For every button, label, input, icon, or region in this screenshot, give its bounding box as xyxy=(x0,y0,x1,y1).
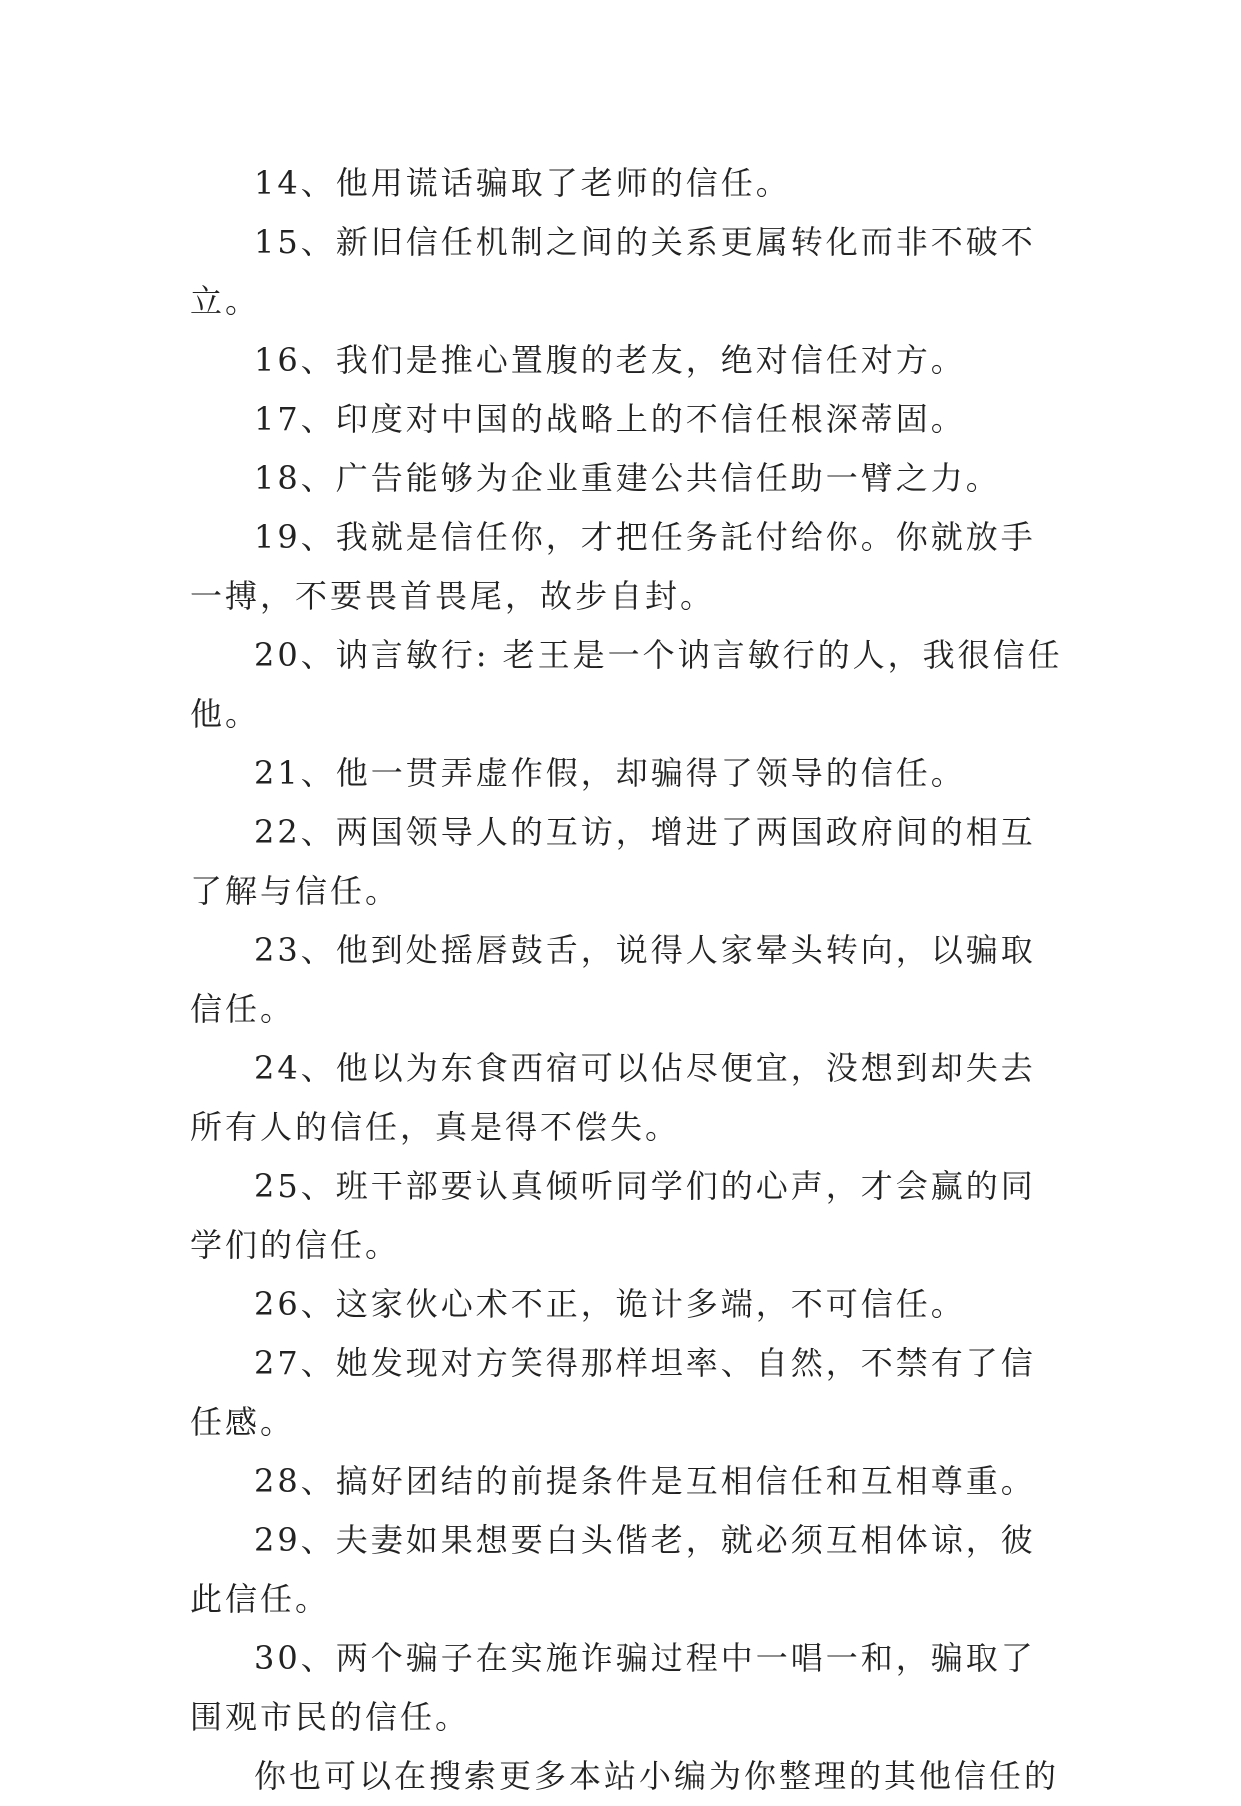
paragraph: 28、搞好团结的前提条件是互相信任和互相尊重。 xyxy=(254,1462,1036,1500)
paragraph: 18、广告能够为企业重建公共信任助一臂之力。 xyxy=(254,459,1001,497)
document-body xyxy=(190,154,1070,1806)
paragraph: 21、他一贯弄虚作假，却骗得了领导的信任。 xyxy=(254,754,966,792)
paragraph: 23、他到处摇唇鼓舌，说得人家晕头转向，以骗取信任。 xyxy=(190,931,1036,1028)
paragraph: 25、班干部要认真倾听同学们的心声，才会赢的同学们的信任。 xyxy=(190,1167,1036,1264)
paragraph: 26、这家伙心术不正，诡计多端，不可信任。 xyxy=(254,1285,966,1323)
paragraph: 24、他以为东食西宿可以佔尽便宜，没想到却失去所有人的信任，真是得不偿失。 xyxy=(190,1049,1036,1146)
paragraph: 19、我就是信任你，才把任务託付给你。你就放手一搏，不要畏首畏尾，故步自封。 xyxy=(190,518,1036,615)
paragraph: 29、夫妻如果想要白头偕老，就必须互相体谅，彼此信任。 xyxy=(190,1521,1036,1618)
paragraph: 16、我们是推心置腹的老友，绝对信任对方。 xyxy=(254,341,966,379)
paragraph: 你也可以在搜索更多本站小编为你整理的其他信任的 xyxy=(254,1757,1060,1795)
paragraph: 22、两国领导人的互访，增进了两国政府间的相互了解与信任。 xyxy=(190,813,1036,910)
paragraph: 27、她发现对方笑得那样坦率、自然，不禁有了信任感。 xyxy=(190,1344,1036,1441)
paragraph: 30、两个骗子在实施诈骗过程中一唱一和，骗取了围观市民的信任。 xyxy=(190,1639,1036,1736)
paragraph: 20、讷言敏行: 老王是一个讷言敏行的人，我很信任他。 xyxy=(190,636,1063,733)
paragraph: 15、新旧信任机制之间的关系更属转化而非不破不立。 xyxy=(190,223,1036,320)
paragraph: 14、他用谎话骗取了老师的信任。 xyxy=(254,164,791,202)
paragraph: 17、印度对中国的战略上的不信任根深蒂固。 xyxy=(254,400,966,438)
